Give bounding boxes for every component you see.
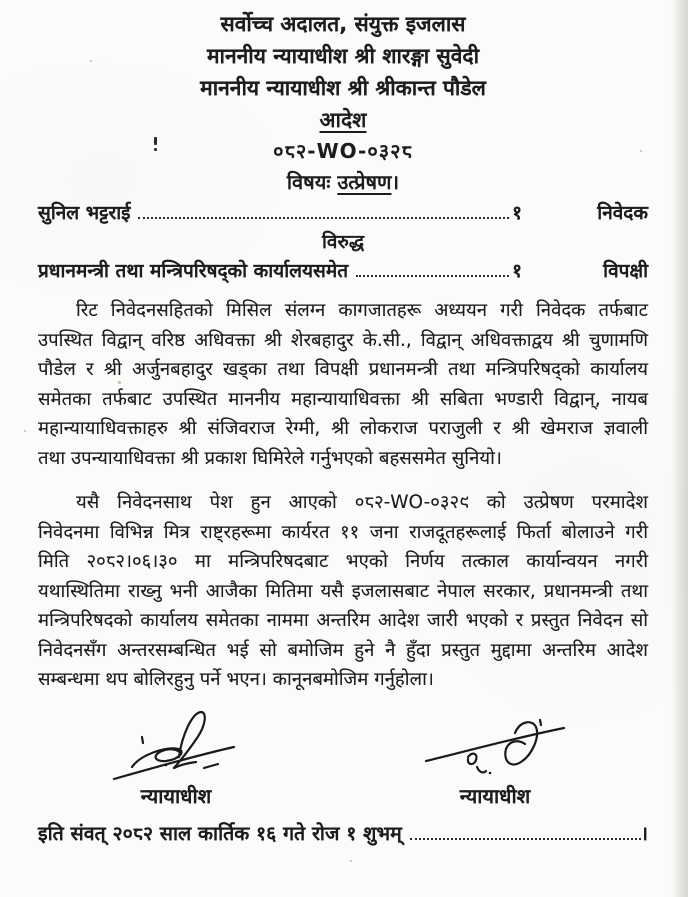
scan-speck (118, 381, 121, 384)
body-line: निवेदनसँग अन्तरसम्बन्धित भई सो बमोजिम हुने नै हुँदा प्रस्तुत मुद्दामा अन्तरिम आदेश (38, 639, 648, 661)
respondent-row (38, 256, 648, 286)
respondent-role: विपक्षी (603, 260, 648, 282)
case-number: ०८२-WO-०३२८ (273, 139, 413, 163)
scan-speck (640, 150, 642, 152)
signature-row (38, 707, 648, 811)
paragraph (38, 488, 648, 695)
order-body (38, 296, 648, 695)
judge-name-1: माननीय न्यायाधीश श्री शारङ्गा सुवेदी (206, 44, 480, 68)
body-line: रिट निवेदनसहितको मिसिल संलग्न कागजातहरू अध्ययन गरी निवेदक तर्फबाट (76, 300, 648, 321)
petitioner-number: १ (512, 202, 522, 224)
respondent-name: प्रधानमन्त्री तथा मन्त्रिपरिषद्को कार्यालयसमेत (38, 260, 349, 282)
judge-label-right: न्यायाधीश (459, 783, 531, 808)
judge-signature-left-icon (106, 707, 246, 785)
judge-signature-right-icon (420, 715, 570, 785)
court-name: सर्वोच्च अदालत, संयुक्त इजलास (220, 12, 466, 36)
body-line: सम्बन्धमा थप बोलिरहुनु पर्ने भएन। कानूनबमोजिम गर्नुहोला। (38, 669, 434, 690)
body-line: पौडेल र श्री अर्जुनबहादुर खड्का तथा विपक्षी प्रधानमन्त्री तथा मन्त्रिपरिषद्को कार्यालय (38, 359, 648, 380)
body-line: तथा उपन्यायाधिवक्ता श्री प्रकाश घिमिरेले गर्नुभएको बहससमेत सुनियो। (38, 447, 502, 469)
order-title-line (38, 104, 648, 136)
body-line: मिति २०८२।०६।३० मा मन्त्रिपरिषदबाट भएको निर्णय तत्काल कार्यान्वयन नगरी (38, 551, 648, 572)
versus-label: विरुद्ध (321, 231, 365, 253)
date-text: इति संवत् २०८२ साल कार्तिक १६ गते रोज १ शुभम् (38, 821, 402, 845)
subject-terminator: । (391, 170, 400, 194)
petitioner-row (38, 198, 648, 228)
body-line: उपस्थित विद्वान् वरिष्ठ अधिवक्ता श्री शेरबहादुर के.सी., विद्वान् अधिवक्ताद्वय श्री चुणामणि (38, 329, 648, 351)
body-line: मन्त्रिपरिषदको कार्यालय समेतका नाममा अन्तरिम आदेश जारी भएको र प्रस्तुत निवेदन सो (38, 610, 648, 631)
judge-name-2: माननीय न्यायाधीश श्री श्रीकान्त पौडेल (200, 76, 486, 100)
petitioner-role: निवेदक (597, 202, 648, 224)
scan-speck (24, 430, 26, 432)
body-line: निवेदनमा विभिन्न मित्र राष्ट्रहरूमा कार्यरत ११ जना राजदूतहरूलाई फिर्ता बोलाउने गरी (38, 521, 648, 543)
scan-artifact-mark (154, 137, 157, 145)
body-line: महान्यायाधिवक्ताहरु श्री संजिवराज रेग्मी, श्री लोकराज पराजुली र श्री खेमराज ज्ञवाली (38, 418, 648, 439)
dotted-leader (410, 838, 641, 840)
subject-value: उत्प्रेषण (337, 170, 392, 194)
left-signature-block (106, 707, 246, 811)
scan-speck (90, 60, 92, 62)
date-line (38, 819, 648, 849)
body-line: यसै निवेदनसाथ पेश हुन आएको ०८२-WO-०३२९ को उत्प्रेषण परमादेश (76, 492, 648, 513)
subject-line (38, 166, 648, 198)
dotted-leader (356, 275, 509, 277)
subject-label: विषयः (286, 170, 331, 194)
paragraph (38, 296, 648, 473)
judge-label-left: न्यायाधीश (140, 783, 212, 808)
petitioner-name: सुनिल भट्टराई (38, 202, 131, 224)
body-line: समेतका तर्फबाट उपस्थित माननीय महान्यायाधिवक्ता श्री सबिता भण्डारी विद्वान्, नायब (38, 388, 648, 410)
respondent-number: १ (512, 260, 522, 282)
order-title: आदेश (319, 108, 367, 132)
body-line: यथास्थितिमा राख्नु भनी आजैका मितिमा यसै इजलासबाट नेपाल सरकार, प्रधानमन्त्री तथा (38, 580, 648, 602)
scan-speck (350, 860, 352, 862)
date-terminator: । (640, 821, 648, 845)
right-signature-block (420, 715, 570, 811)
dotted-leader (138, 217, 509, 219)
